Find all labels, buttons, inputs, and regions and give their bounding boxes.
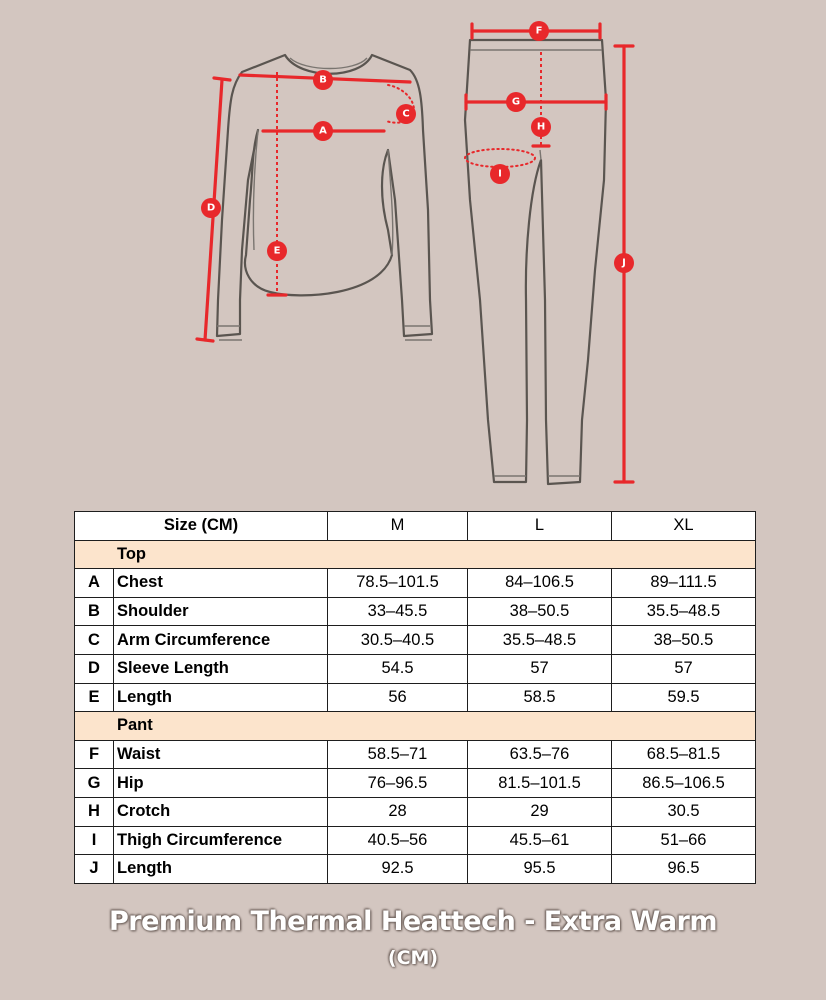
table-row [75,826,756,855]
cell-xl: 35.5–48.5 [612,597,756,626]
row-name: Shoulder [114,597,328,626]
svg-text:H: H [536,121,546,133]
section-title-top: Top [75,540,756,569]
caption-title: Premium Thermal Heattech - Extra Warm [108,906,717,937]
svg-text:I: I [498,168,502,180]
svg-text:A: A [319,125,327,137]
cell-l: 95.5 [468,855,612,884]
badge-a [313,121,333,141]
cell-m: 78.5–101.5 [328,569,468,598]
cell-m: 40.5–56 [328,826,468,855]
row-letter: F [75,740,114,769]
cell-l: 35.5–48.5 [468,626,612,655]
row-letter: H [75,797,114,826]
row-name: Thigh Circumference [114,826,328,855]
cell-xl: 30.5 [612,797,756,826]
badge-c [396,104,416,124]
header-col-l: L [468,512,612,541]
row-name: Waist [114,740,328,769]
cell-l: 57 [468,654,612,683]
row-letter: D [75,654,114,683]
cell-xl: 68.5–81.5 [612,740,756,769]
badge-f [529,21,549,41]
cell-xl: 96.5 [612,855,756,884]
table-row [75,740,756,769]
cell-m: 58.5–71 [328,740,468,769]
table-row [75,683,756,712]
svg-text:D: D [206,202,216,214]
badge-j [614,253,634,273]
cell-l: 58.5 [468,683,612,712]
table-row [75,597,756,626]
cell-xl: 57 [612,654,756,683]
row-letter: C [75,626,114,655]
svg-text:E: E [273,245,281,257]
row-letter: E [75,683,114,712]
svg-text:C: C [402,108,410,120]
section-title-pant: Pant [75,712,756,741]
cell-xl: 89–111.5 [612,569,756,598]
row-name: Chest [114,569,328,598]
cell-l: 38–50.5 [468,597,612,626]
svg-text:J: J [622,257,626,269]
header-col-m: M [328,512,468,541]
cell-l: 63.5–76 [468,740,612,769]
row-letter: A [75,569,114,598]
table-row [75,769,756,798]
table-row [75,797,756,826]
cell-m: 33–45.5 [328,597,468,626]
cell-xl: 51–66 [612,826,756,855]
table-header-row [75,512,756,541]
pants-outline [465,40,606,484]
caption-unit: (CM) [387,947,439,969]
cell-xl: 86.5–106.5 [612,769,756,798]
row-letter: G [75,769,114,798]
cell-m: 92.5 [328,855,468,884]
section-row-top [75,540,756,569]
row-name: Hip [114,769,328,798]
svg-text:F: F [535,25,543,37]
header-size: Size (CM) [75,512,328,541]
cell-l: 81.5–101.5 [468,769,612,798]
row-name: Length [114,855,328,884]
cell-l: 84–106.5 [468,569,612,598]
size-table [74,511,756,884]
cell-m: 76–96.5 [328,769,468,798]
section-row-pant [75,712,756,741]
row-name: Sleeve Length [114,654,328,683]
cell-l: 45.5–61 [468,826,612,855]
table-row [75,626,756,655]
table-row [75,569,756,598]
row-letter: B [75,597,114,626]
row-name: Length [114,683,328,712]
cell-m: 30.5–40.5 [328,626,468,655]
cell-xl: 59.5 [612,683,756,712]
row-name: Crotch [114,797,328,826]
header-col-xl: XL [612,512,756,541]
svg-text:G: G [511,96,521,108]
cell-m: 56 [328,683,468,712]
badge-b [313,70,333,90]
cell-xl: 38–50.5 [612,626,756,655]
cell-m: 28 [328,797,468,826]
badge-d [201,198,221,218]
badge-i [490,164,510,184]
row-name: Arm Circumference [114,626,328,655]
badge-g [506,92,526,112]
row-letter: I [75,826,114,855]
badge-h [531,117,551,137]
table-row [75,654,756,683]
shirt-outline [217,55,432,340]
badge-e [267,241,287,261]
row-letter: J [75,855,114,884]
cell-m: 54.5 [328,654,468,683]
svg-text:B: B [319,74,327,86]
table-row [75,855,756,884]
cell-l: 29 [468,797,612,826]
